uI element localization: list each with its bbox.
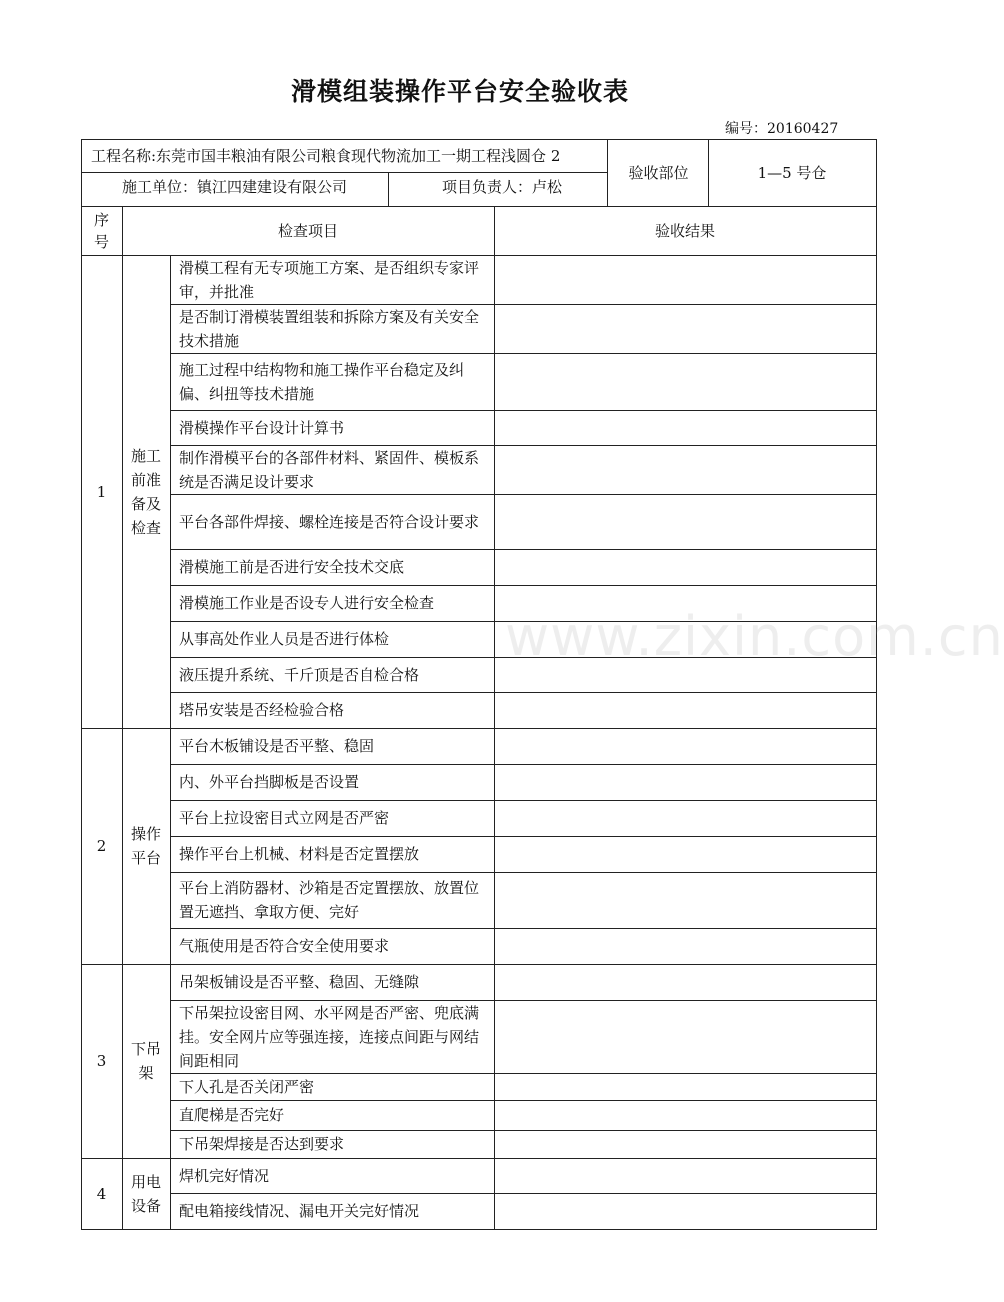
table-rule (81, 139, 877, 140)
result-cell[interactable] (494, 836, 876, 872)
check-item: 滑模施工作业是否设专人进行安全检查 (179, 594, 435, 612)
check-item: 吊架板铺设是否平整、稳固、无缝隙 (179, 973, 420, 991)
check-item: 平台上拉设密目式立网是否严密 (179, 809, 390, 827)
section-category: 用电设备 (130, 1172, 161, 1215)
column-header-result: 验收结果 (654, 222, 715, 240)
check-item: 平台各部件焊接、螺栓连接是否符合设计要求 (179, 512, 480, 531)
table-rule (388, 172, 389, 207)
check-item: 下人孔是否关闭严密 (179, 1077, 315, 1096)
check-item: 配电箱接线情况、漏电开关完好情况 (179, 1202, 420, 1220)
result-cell[interactable] (494, 728, 876, 764)
column-header-seq: 序号 (93, 211, 109, 251)
section-number: 2 (96, 837, 107, 855)
column-header-item: 检查项目 (277, 222, 338, 240)
document-number: 编号：20160427 (725, 121, 839, 137)
result-cell[interactable] (494, 1100, 876, 1130)
check-item: 气瓶使用是否符合安全使用要求 (179, 937, 390, 955)
result-cell[interactable] (494, 353, 876, 410)
table-rule (81, 206, 877, 207)
check-item: 操作平台上机械、材料是否定置摆放 (179, 845, 420, 863)
check-item: 液压提升系统、千斤顶是否自检合格 (179, 665, 420, 684)
check-item: 下吊架焊接是否达到要求 (179, 1135, 345, 1153)
check-item: 从事高处作业人员是否进行体检 (179, 630, 390, 648)
watermark: www.zixin.com.cn (505, 605, 1004, 668)
result-cell[interactable] (494, 800, 876, 836)
project-manager: 项目负责人：卢松 (442, 178, 563, 196)
section-category: 下吊架 (130, 1040, 161, 1082)
check-item: 滑模工程有无专项施工方案、是否组织专家评审，并批准 (179, 258, 480, 301)
check-item: 滑模施工前是否进行安全技术交底 (179, 558, 405, 576)
result-cell[interactable] (494, 304, 876, 353)
section-number: 1 (96, 482, 107, 501)
result-cell[interactable] (494, 410, 876, 445)
section-category: 施工前准备及检查 (130, 446, 161, 537)
check-item: 施工过程中结构物和施工操作平台稳定及纠偏、纠扭等技术措施 (179, 360, 465, 403)
result-cell[interactable] (494, 1130, 876, 1158)
check-item: 是否制订滑模装置组装和拆除方案及有关安全技术措施 (179, 307, 480, 350)
page-title: 滑模组装操作平台安全验收表 (290, 77, 629, 106)
table-rule (876, 139, 877, 1230)
check-item: 平台木板铺设是否平整、稳固 (179, 737, 375, 755)
acceptance-part-label: 验收部位 (628, 163, 689, 182)
section-number: 4 (96, 1184, 107, 1203)
section-category: 操作平台 (130, 825, 161, 867)
result-cell[interactable] (494, 1000, 876, 1073)
check-item: 直爬梯是否完好 (179, 1106, 285, 1124)
check-item: 焊机完好情况 (179, 1166, 270, 1185)
result-cell[interactable] (494, 928, 876, 964)
result-cell[interactable] (494, 692, 876, 728)
check-item: 制作滑模平台的各部件材料、紧固件、模板系统是否满足设计要求 (179, 448, 480, 491)
result-cell[interactable] (494, 494, 876, 549)
table-rule (607, 139, 608, 207)
result-cell[interactable] (494, 872, 876, 928)
result-cell[interactable] (494, 764, 876, 800)
table-rule (81, 1229, 877, 1230)
result-cell[interactable] (494, 549, 876, 585)
table-rule (708, 139, 709, 207)
check-item: 下吊架拉设密目网、水平网是否严密、兜底满挂。安全网片应等强连接，连接点间距与网结间距相同 (179, 1003, 480, 1070)
check-item: 滑模操作平台设计计算书 (179, 418, 345, 437)
result-cell[interactable] (494, 445, 876, 494)
table-rule (81, 172, 608, 173)
check-item: 内、外平台挡脚板是否设置 (179, 773, 360, 791)
result-cell[interactable] (494, 1158, 876, 1193)
acceptance-part-value: 1—5 号仓 (757, 163, 827, 182)
section-number: 3 (96, 1052, 107, 1070)
contractor: 施工单位：镇江四建建设有限公司 (122, 178, 348, 196)
result-cell[interactable] (494, 1193, 876, 1229)
result-cell[interactable] (494, 1073, 876, 1100)
check-item: 平台上消防器材、沙箱是否定置摆放、放置位置无遮挡、拿取方便、完好 (179, 879, 480, 921)
result-cell[interactable] (494, 255, 876, 304)
project-name: 工程名称:东莞市国丰粮油有限公司粮食现代物流加工一期工程浅圆仓 2 (91, 147, 561, 165)
result-cell[interactable] (494, 964, 876, 1000)
check-item: 塔吊安装是否经检验合格 (179, 701, 345, 719)
